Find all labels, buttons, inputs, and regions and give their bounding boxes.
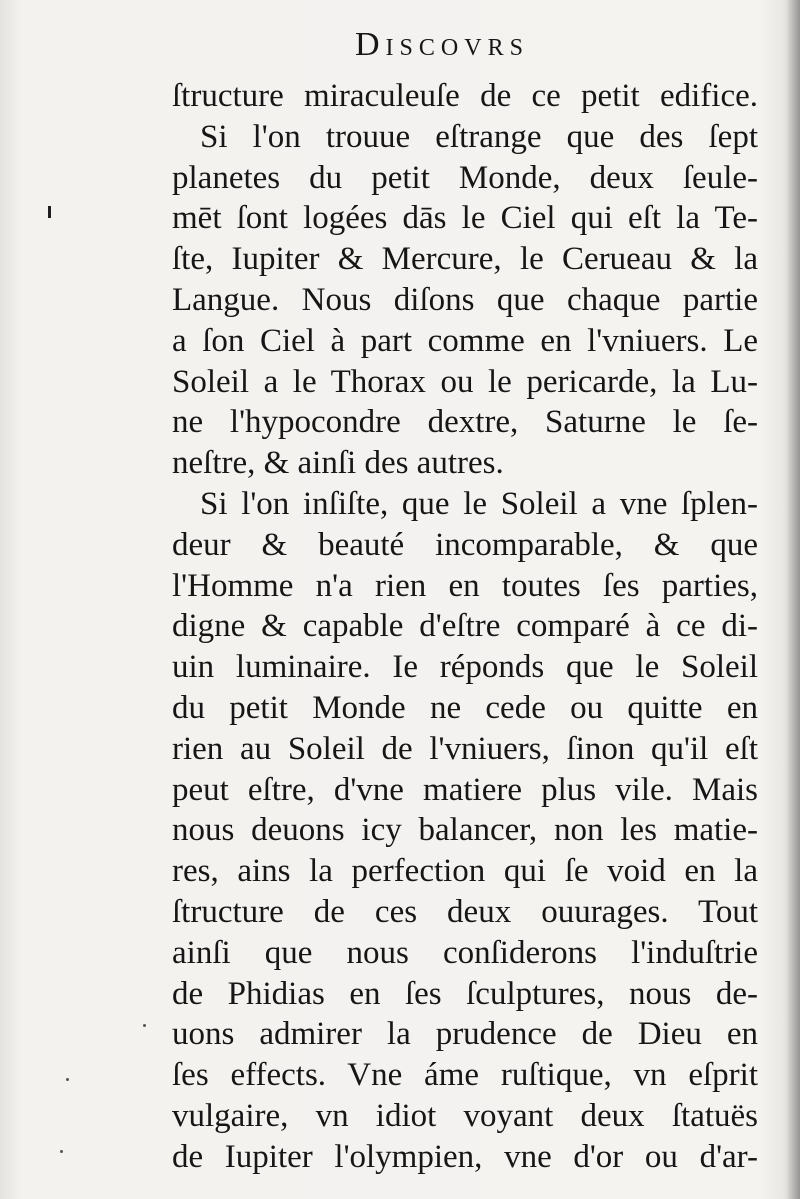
text-line: ſte, Iupiter & Mercure, le Cerueau & la [172,241,758,278]
text-line: ſes effects. Vne áme ruſtique, vn eſprit [172,1057,758,1094]
text-line: de Iupiter l'olympien, vne d'or ou d'ar- [172,1138,758,1175]
text-line: de Phidias en ſes ſculptures, nous de- [172,975,758,1012]
body-text [172,76,758,1178]
text-line: uin luminaire. Ie réponds que le Soleil [172,649,758,686]
text-line: vulgaire, vn idiot voyant deux ſtatuës [172,1097,758,1134]
text-line: l'Homme n'a rien en toutes ſes parties, [172,567,758,604]
text-line: ainſi que nous conſiderons l'induſtrie [172,934,758,971]
text-line: du petit Monde ne cede ou quitte en [172,689,758,726]
text-line: uons admirer la prudence de Dieu en [172,1016,758,1053]
page-gutter-shadow [786,0,800,1199]
text-line: ſtructure miraculeuſe de ce petit edifice. [172,78,758,114]
text-line: planetes du petit Monde, deux ſeule- [172,159,758,196]
text-line: mēt ſont logées dās le Ciel qui eſt la Te- [172,200,758,237]
margin-ink-mark [48,206,51,218]
text-line: res, ains la perfection qui ſe void en la [172,853,758,890]
text-line: nous deuons icy balancer, non les matie- [172,812,758,849]
text-line: neſtre, & ainſi des autres. [172,445,504,482]
text-line: Si l'on inſiſte, que le Soleil a vne ſplen- [200,485,758,522]
text-line: ne l'hypocondre dextre, Saturne le ſe- [172,404,758,441]
text-line: a ſon Ciel à part comme en l'vniuers. Le [172,322,758,359]
text-line: peut eſtre, d'vne matiere plus vile. Mais [172,771,758,808]
text-line: digne & capable d'eſtre comparé à ce di- [172,608,758,645]
ink-speck [60,1150,63,1153]
text-line: Soleil a le Thorax ou le pericarde, la Lu- [172,363,758,400]
text-line: Si l'on trouue eſtrange que des ſept [200,118,758,155]
text-line: ſtructure de ces deux ouurages. Tout [172,893,758,930]
text-line: Langue. Nous diſons que chaque partie [172,281,758,318]
ink-speck [143,1024,146,1027]
text-line: deur & beauté incomparable, & que [172,526,758,563]
running-head: Discovrs [355,26,529,63]
text-line: rien au Soleil de l'vniuers, ſinon qu'il eſt [172,730,758,767]
ink-speck [66,1078,69,1081]
